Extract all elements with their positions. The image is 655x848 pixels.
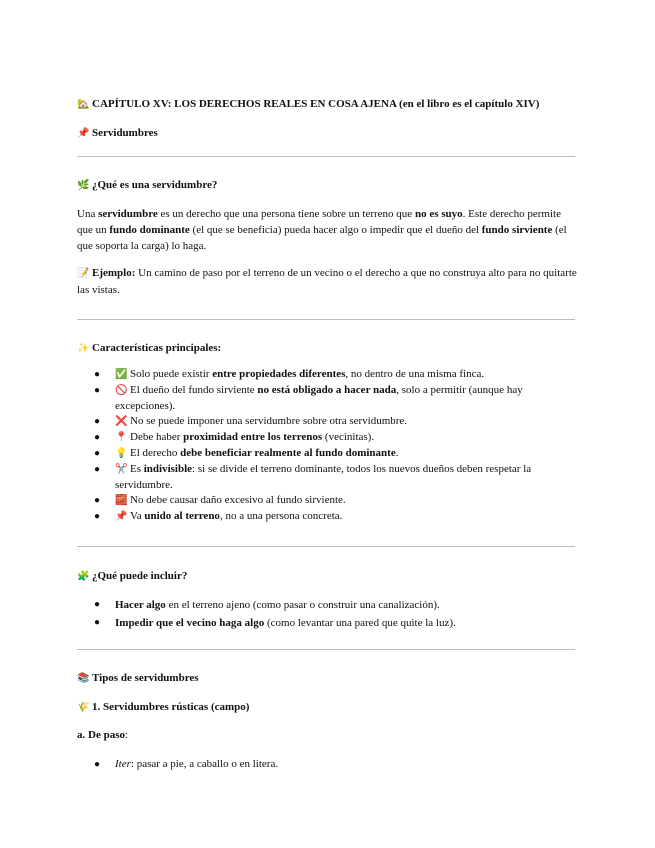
- memo-icon: 📝: [77, 268, 90, 279]
- heading-what-includes: 🧩 ¿Qué puede incluir?: [77, 568, 577, 585]
- books-icon: 📚: [77, 673, 90, 684]
- include-list: [77, 596, 577, 632]
- heading-features: ✨ Características principales:: [77, 340, 577, 357]
- house-icon: 🏡: [77, 99, 90, 110]
- list-item: ● 💡 El derecho debe beneficiar realmente al fundo dominante.: [77, 446, 577, 462]
- list-item: ● ✅ Solo puede existir entre propiedades diferentes, no dentro de una misma finca.: [77, 367, 577, 383]
- features-list: [77, 367, 577, 525]
- list-item: ● Iter: pasar a pie, a caballo o en litera.: [94, 758, 279, 770]
- chapter-title: 🏡 CAPÍTULO XV: LOS DERECHOS REALES EN COSA AJENA (en el libro es el capítulo XIV): [77, 96, 577, 113]
- list-item: ● 🧱 No debe causar daño excesivo al fundo sirviente.: [77, 493, 577, 509]
- list-item: ● Hacer algo en el terreno ajeno (como pasar o construir una canalización).: [94, 599, 440, 611]
- wheat-icon: 🌾: [77, 702, 90, 713]
- prohibited-icon: 🚫: [115, 385, 128, 396]
- list-item: ● ❌ No se puede imponer una servidumbre sobre otra servidumbre.: [77, 414, 577, 430]
- scissors-icon: ✂️: [115, 464, 128, 475]
- list-item: ● 🚫 El dueño del fundo sirviente no está obligado a hacer nada, solo a permitir (aunque hay excepciones).: [94, 384, 523, 412]
- subheading-rustic: 🌾 1. Servidumbres rústicas (campo): [77, 699, 577, 716]
- types-list: [77, 757, 577, 772]
- sparkle-icon: ✨: [77, 343, 90, 354]
- definition-paragraph: Una servidumbre es un derecho que una persona tiene sobre un terreno que no es suyo. Este derecho permite que un fundo dominante (el que se beneficia) pueda hacer algo o impedir que el dueño del fundo sirviente (el que soporta la carga) lo haga.: [77, 208, 567, 252]
- check-icon: ✅: [115, 369, 128, 380]
- herb-icon: 🌿: [77, 180, 90, 191]
- heading-what-is: 🌿 ¿Qué es una servidumbre?: [77, 177, 577, 194]
- divider: [77, 546, 575, 547]
- divider: [77, 156, 575, 157]
- list-item: ● ✂️ Es indivisible: si se divide el terreno dominante, todos los nuevos dueños deben respetar la servidumbre.: [94, 463, 532, 491]
- list-item: ● 📍 Debe haber proximidad entre los terrenos (vecinitas).: [77, 430, 577, 446]
- puzzle-icon: 🧩: [77, 571, 90, 582]
- list-item: ● Impedir que el vecino haga algo (como levantar una pared que quite la luz).: [94, 617, 456, 629]
- section-heading-servidumbres: 📌 Servidumbres: [77, 125, 577, 142]
- brick-icon: 🧱: [115, 495, 128, 506]
- heading-types: 📚 Tipos de servidumbres: [77, 670, 577, 687]
- pin-icon: 📌: [115, 511, 128, 522]
- subheading-de-paso: a. De paso:: [77, 729, 129, 741]
- bulb-icon: 💡: [115, 448, 128, 459]
- divider: [77, 319, 575, 320]
- list-item: ● 📌 Va unido al terreno, no a una persona concreta.: [77, 509, 577, 525]
- pin-icon: 📌: [77, 128, 90, 139]
- location-pin-icon: 📍: [115, 432, 128, 443]
- divider: [77, 649, 575, 650]
- example-paragraph: 📝 Ejemplo: Un camino de paso por el terreno de un vecino o el derecho a que no construya alto para no quitarte las vistas.: [77, 267, 577, 296]
- cross-icon: ❌: [115, 416, 128, 427]
